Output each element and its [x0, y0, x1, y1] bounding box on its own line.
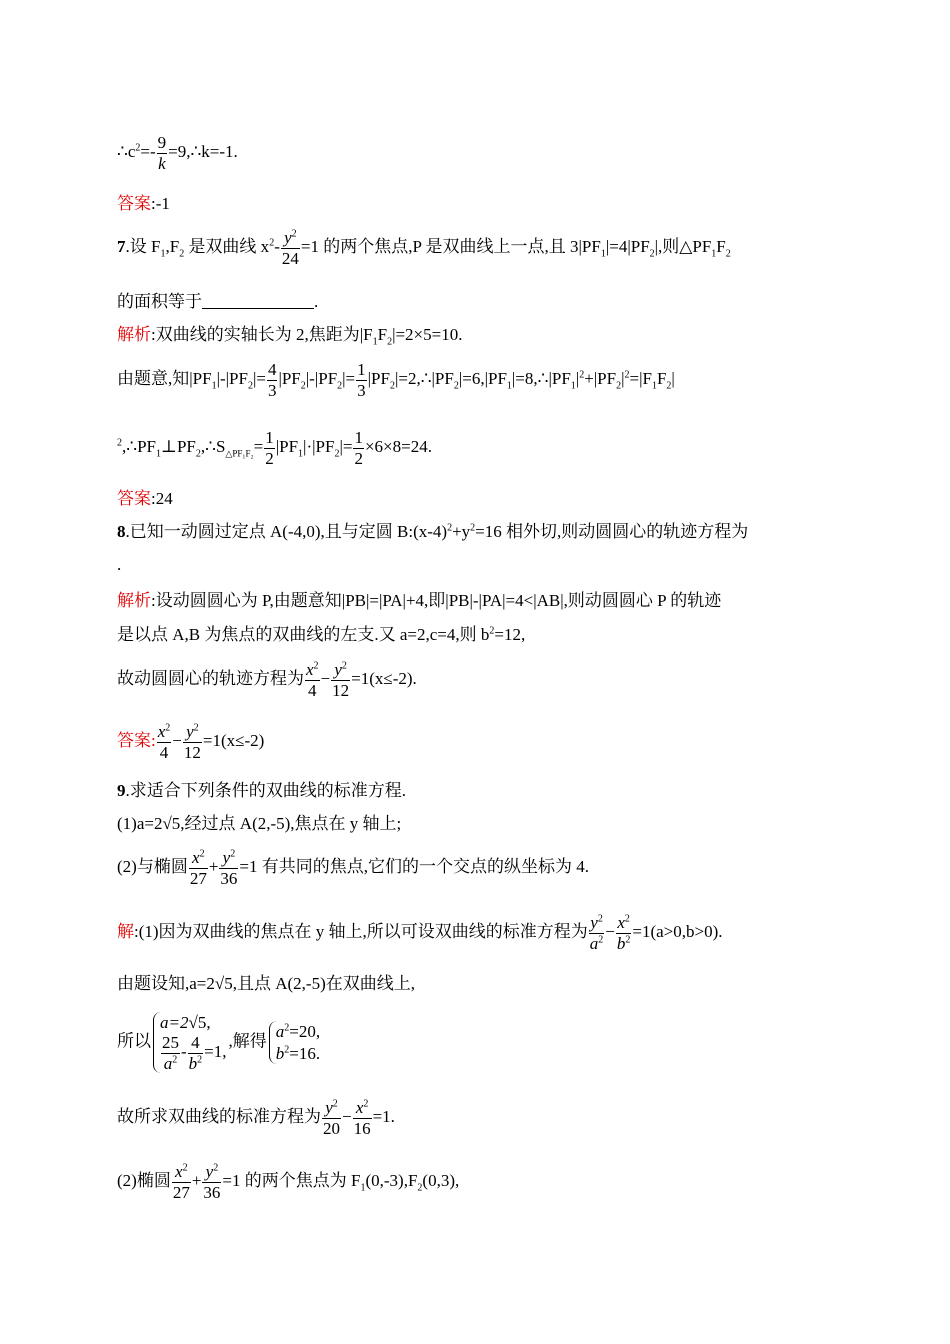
solution-label: 解	[117, 921, 134, 941]
answer-label: 答案	[117, 194, 151, 213]
solution-9-result: 故所求双曲线的标准方程为 $\frac{y^2}{20}$ − $\frac{x^2}{16}$ =1.	[117, 1098, 395, 1138]
solution-9-system: 所以 a=2√5, $\frac{25}{a^2}$ - $\frac{4}{b^2}$ =1, ,解得 $a^2=20$, $b^2=16$.	[117, 1013, 321, 1073]
question-9-part2: (2)与椭圆 $\frac{x^2}{27}$ + $\frac{y^2}{36}$ =1 有共同的焦点,它们的一个交点的纵坐标为 4.	[117, 848, 590, 888]
answer-line: 答案:24	[117, 489, 173, 508]
question-9: 9.求适合下列条件的双曲线的标准方程.	[117, 781, 406, 800]
answer-label: 答案	[117, 489, 151, 508]
equation-system: a=2√5, $\frac{25}{a^2}$ - $\frac{4}{b^2}$ =1,	[153, 1012, 227, 1073]
question-7: 7.设 $F_1,F_2$ 是双曲线 $x^2-$ $\frac{y^2}{24}$ =1 的两个焦点,P 是双曲线上一点,且 $3|PF_1|=4|PF_2|$,则$\triangle PF_1F_2$	[117, 228, 731, 268]
solution-9-line2: 由题设知,a=2√5,且点 A(2,-5)在双曲线上,	[117, 974, 415, 993]
question-9-part1: (1)a=2√5,经过点 A(2,-5),焦点在 y 轴上;	[117, 814, 402, 833]
solution-9-line1: 解:(1)因为双曲线的焦点在 y 轴上,所以可设双曲线的标准方程为 $\frac{y^2}{a^2}$ − $\frac{x^2}{b^2}$ =1(a>0,b>0).	[117, 913, 723, 953]
solution-7-line3: $^2,\therefore PF_1\perp PF_2,\therefore S_{\triangle PF_1F_2}=$ $\frac{1}{2}$ $|PF_1|\cdot|PF_2|=$ $\frac{1}{2}$ ×6×8=24.	[117, 428, 432, 468]
answer-label: 答案	[117, 730, 151, 750]
answer-blank	[202, 294, 314, 309]
question-8-cont: .	[117, 555, 122, 574]
equation-solution: $a^2=20$, $b^2=16$.	[269, 1021, 320, 1064]
solution-label: 解析	[117, 325, 151, 344]
solution-label: 解析	[117, 591, 151, 610]
solution-9-part2: (2)椭圆 $\frac{x^2}{27}$ + $\frac{y^2}{36}$ =1 的两个焦点为 $F_1(0,-3),F_2(0,3)$,	[117, 1162, 460, 1202]
answer-line: 答案:-1	[117, 194, 170, 213]
solution-8-line3: 故动圆圆心的轨迹方程为 $\frac{x^2}{4}$ − $\frac{y^2}{12}$ =1(x≤-2).	[117, 660, 417, 700]
question-8: 8.已知一动圆过定点 A(-4,0),且与定圆 $B:(x-4)^2+y^2=16$ 相外切,则动圆圆心的轨迹方程为	[117, 522, 749, 541]
derivation-line: $\therefore c^2=-$ $\frac{9}{k}$ =9,∴k=-1.	[117, 133, 238, 173]
solution-7-line2: 由题意,知$|PF_1|-|PF_2|=$ $\frac{4}{3}$ $|PF_2|-|PF_2|=$ $\frac{1}{3}$ $|PF_2|=2,\therefore|PF_2|=6,|PF_1|=8,\therefore|PF_1|^2+|PF_2|^2=|F_1F_2|$	[117, 360, 675, 400]
answer-line: 答案: $\frac{x^2}{4}$ − $\frac{y^2}{12}$ =1(x≤-2)	[117, 722, 265, 762]
solution-8-line2: 是以点 A,B 为焦点的双曲线的左支.又 a=2,c=4,则 $b^2=12$,	[117, 625, 526, 644]
solution-7-line1: 解析:双曲线的实轴长为 2,焦距为$|F_1F_2|=2\times 5=10$.	[117, 325, 463, 348]
solution-8-line1: 解析:设动圆圆心为 P,由题意知|PB|=|PA|+4,即|PB|-|PA|=4<|AB|,则动圆圆心 P 的轨迹	[117, 591, 722, 610]
question-7-cont: 的面积等于 .	[117, 292, 319, 311]
